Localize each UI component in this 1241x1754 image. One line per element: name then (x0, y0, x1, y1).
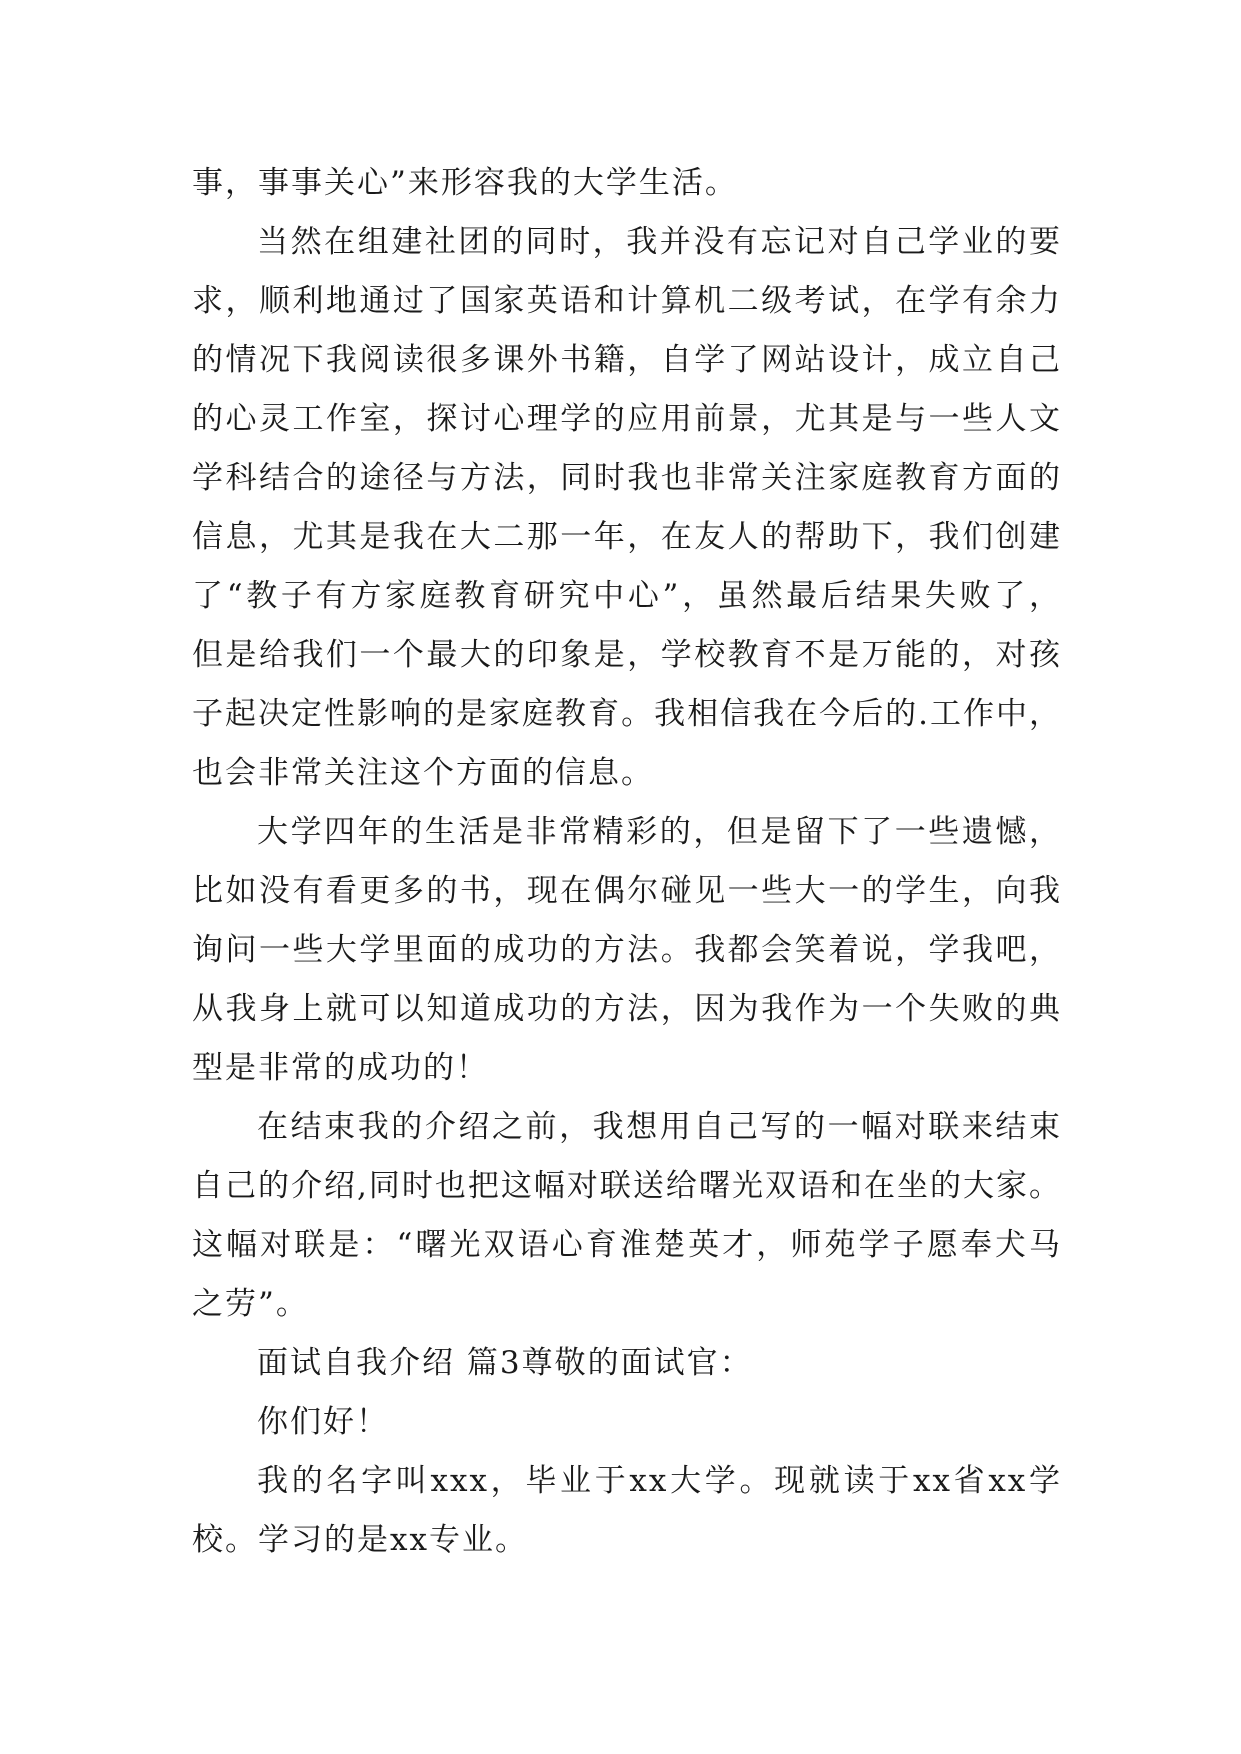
text-line: 了“教子有方家庭教育研究中心”，虽然最后结果失败了， (192, 578, 1062, 614)
text-line: 的情况下我阅读很多课外书籍，自学了网站设计，成立自己 (192, 342, 1062, 378)
text-line: 事，事事关心”来形容我的大学生活。 (192, 165, 738, 201)
paragraph-start-line: 我的名字叫xxx，毕业于xx大学。现就读于xx省xx学 (257, 1463, 1062, 1499)
text-line: 求，顺利地通过了国家英语和计算机二级考试，在学有余力 (192, 283, 1062, 319)
text-line: 型是非常的成功的！ (192, 1050, 489, 1086)
paragraph-start-line: 当然在组建社团的同时，我并没有忘记对自己学业的要 (257, 224, 1062, 260)
paragraph-start-line: 大学四年的生活是非常精彩的，但是留下了一些遗憾， (257, 814, 1062, 850)
text-line: 子起决定性影响的是家庭教育。我相信我在今后的.工作中， (192, 696, 1062, 732)
greeting-line: 你们好！ (257, 1404, 389, 1440)
text-line: 但是给我们一个最大的印象是，学校教育不是万能的，对孩 (192, 637, 1062, 673)
text-line: 也会非常关注这个方面的信息。 (192, 755, 654, 791)
text-line: 这幅对联是：“曙光双语心育淮楚英才，师苑学子愿奉犬马 (192, 1227, 1062, 1263)
text-line: 信息，尤其是我在大二那一年，在友人的帮助下，我们创建 (192, 519, 1062, 555)
text-line: 之劳”。 (192, 1286, 309, 1322)
text-line: 比如没有看更多的书，现在偶尔碰见一些大一的学生，向我 (192, 873, 1062, 909)
text-line: 自己的介绍,同时也把这幅对联送给曙光双语和在坐的大家。 (192, 1168, 1062, 1204)
text-line: 校。学习的是xx专业。 (192, 1522, 528, 1558)
text-line: 的心灵工作室，探讨心理学的应用前景，尤其是与一些人文 (192, 401, 1062, 437)
text-line: 从我身上就可以知道成功的方法，因为我作为一个失败的典 (192, 991, 1062, 1027)
section-heading-line: 面试自我介绍 篇3尊敬的面试官： (257, 1345, 753, 1381)
text-line: 学科结合的途径与方法，同时我也非常关注家庭教育方面的 (192, 460, 1062, 496)
paragraph-start-line: 在结束我的介绍之前，我想用自己写的一幅对联来结束 (257, 1109, 1062, 1145)
text-line: 询问一些大学里面的成功的方法。我都会笑着说，学我吧， (192, 932, 1062, 968)
